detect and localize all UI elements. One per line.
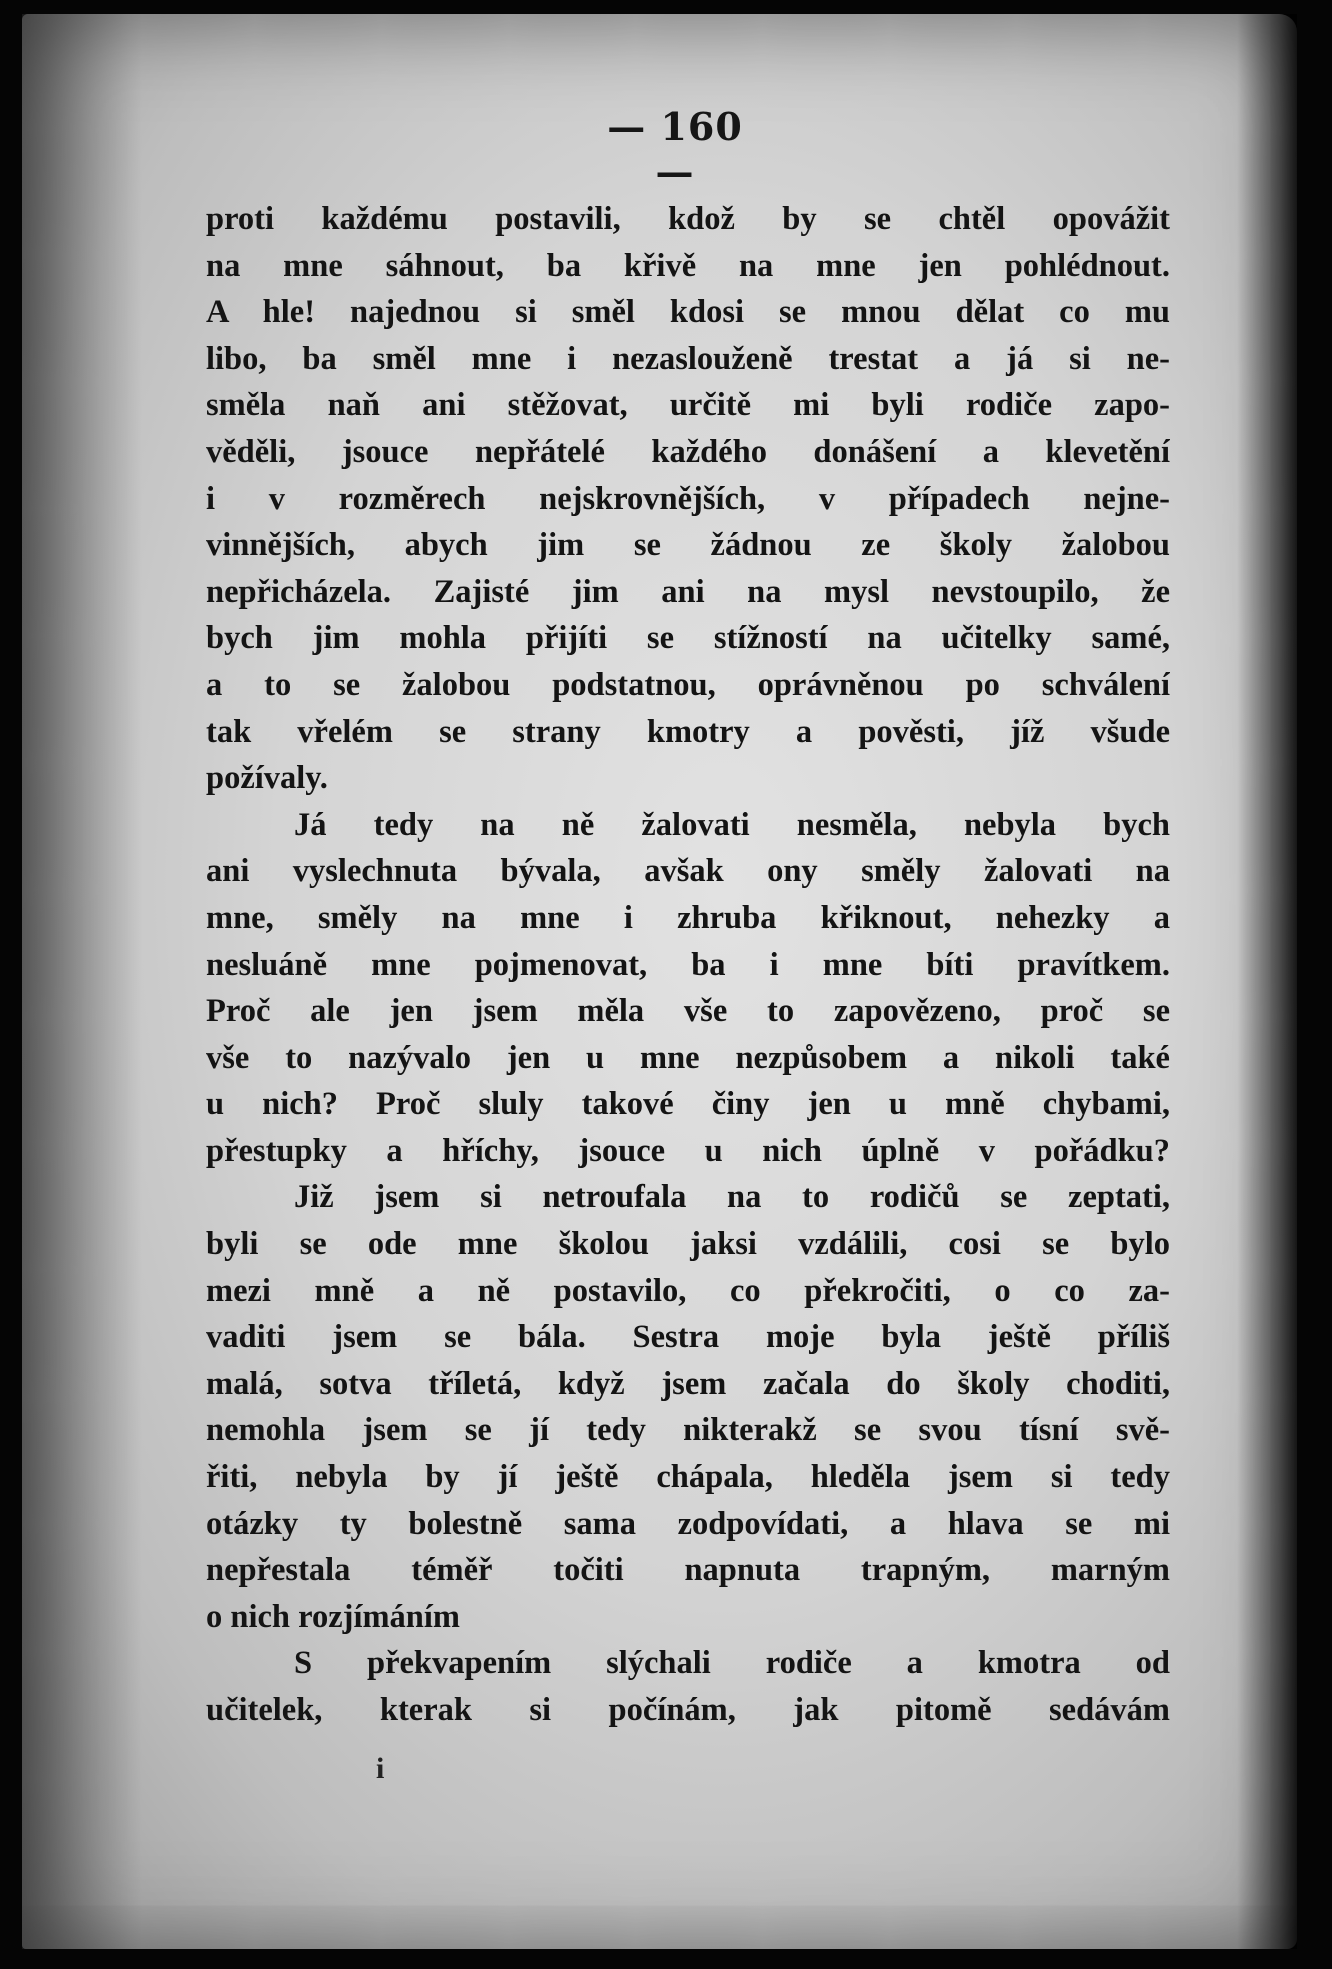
text-line: A hle! najednou si směl kdosi se mnou dělat co mu (206, 294, 1170, 331)
page-shadow-right (1237, 14, 1297, 1949)
text-line: libo, ba směl mne i nezaslouženě trestat a já si ne- (206, 340, 1170, 377)
text-line: u nich? Proč sluly takové činy jen u mně chybami, (206, 1086, 1170, 1123)
text-line: učitelek, kterak si počínám, jak pitomě sedávám (206, 1692, 1170, 1728)
page-number: — 160 — (607, 104, 743, 194)
text-line: byli se ode mne školou jaksi vzdálili, cosi se bylo (206, 1226, 1170, 1263)
text-line: věděli, jsouce nepřátelé každého donášení a klevetění (206, 433, 1170, 470)
text-line: požívaly. (206, 760, 328, 797)
text-line: vinnějších, abych jim se žádnou ze školy žalobou (206, 527, 1170, 564)
stray-mark: i (376, 1752, 385, 1785)
text-line: S překvapením slýchali rodiče a kmotra od (294, 1645, 1170, 1682)
text-line: o nich rozjímáním (206, 1598, 460, 1635)
text-line: otázky ty bolestně sama zodpovídati, a hlava se mi (206, 1505, 1170, 1542)
text-line: mne, směly na mne i zhruba křiknout, nehezky a (206, 899, 1170, 936)
page-shadow-left (22, 14, 142, 1949)
text-line: proti každému postavili, kdož by se chtěl opovážit (206, 201, 1170, 237)
text-line: řiti, nebyla by jí ještě chápala, hleděla jsem si tedy (206, 1459, 1170, 1496)
text-line: malá, sotva tříletá, když jsem začala do školy choditi, (206, 1365, 1170, 1402)
text-line: i v rozměrech nejskrovnějších, v případech nejne- (206, 480, 1170, 517)
text-line: Proč ale jen jsem měla vše to zapovězeno, proč se (206, 993, 1170, 1030)
text-line: nepřicházela. Zajisté jim ani na mysl nevstoupilo, že (206, 573, 1170, 610)
text-line: na mne sáhnout, ba křivě na mne jen pohlédnout. (206, 247, 1170, 284)
text-line: vaditi jsem se bála. Sestra moje byla ještě příliš (206, 1319, 1170, 1356)
text-line: směla naň ani stěžovat, určitě mi byli rodiče zapo- (206, 387, 1170, 424)
text-line: vše to nazývalo jen u mne nezpůsobem a nikoli také (206, 1039, 1170, 1076)
text-line: Již jsem si netroufala na to rodičů se zeptati, (294, 1179, 1170, 1216)
body-text (206, 196, 1170, 1734)
text-line: nemohla jsem se jí tedy nikterakž se svou tísní svě- (206, 1412, 1170, 1449)
text-line: ani vyslechnuta bývala, avšak ony směly žalovati na (206, 853, 1170, 890)
text-line: bych jim mohla přijíti se stížností na učitelky samé, (206, 620, 1170, 657)
text-line: mezi mně a ně postavilo, co překročiti, o co za- (206, 1272, 1170, 1309)
text-line: nepřestala téměř točiti napnuta trapným, marným (206, 1552, 1170, 1589)
text-line: přestupky a hříchy, jsouce u nich úplně v pořádku? (206, 1132, 1170, 1169)
text-line: Já tedy na ně žalovati nesměla, nebyla bych (294, 806, 1170, 843)
text-line: tak vřelém se strany kmotry a pověsti, jíž všude (206, 713, 1170, 750)
text-line: a to se žalobou podstatnou, oprávněnou po schválení (206, 666, 1170, 703)
text-line: nesluáně mne pojmenovat, ba i mne bíti pravítkem. (206, 946, 1170, 983)
